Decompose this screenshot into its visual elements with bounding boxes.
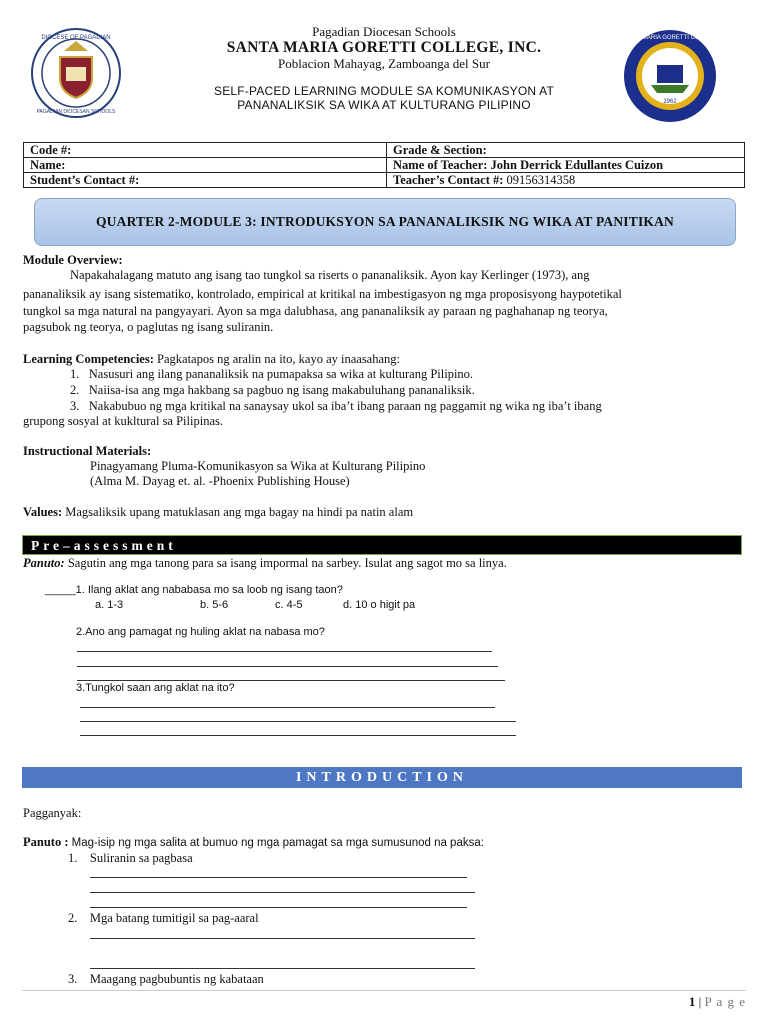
page-label: P a g e — [704, 994, 746, 1009]
pagganyak-label: Pagganyak: — [23, 806, 82, 820]
overview-line-4: pagsubok ng teorya, o paglutas ng isang suliranin. — [23, 320, 274, 334]
values-text: Magsaliksik upang matuklasan ang mga bagay na hindi pa natin alam — [65, 505, 414, 519]
choice-d[interactable]: d. 10 o higit pa — [343, 599, 416, 611]
answer-line[interactable] — [77, 666, 498, 667]
preassessment-panuto-text: Sagutin ang mga tanong para sa isang impormal na sarbey. Isulat ang sagot mo sa linya. — [67, 556, 507, 570]
overview-line-3: tungkol sa mga natural na pangyayari. Ayon sa mga dalubhasa, ang pananaliksik ay paraan ng paghahanap ng teorya, — [23, 304, 608, 318]
choice-c[interactable]: c. 4-5 — [275, 599, 303, 611]
competency-2: 2. Naiisa-isa ang mga hakbang sa pagbuo ng isang makabuluhang pananaliksik. — [70, 383, 475, 397]
topic-answer-line[interactable] — [90, 968, 475, 969]
module-title-line-2: PANANALIKSIK SA WIKA AT KULTURANG PILIPINO — [237, 98, 531, 112]
topic-1: 1. Suliranin sa pagbasa — [68, 851, 193, 865]
school-address: Poblacion Mahayag, Zamboanga del Sur — [278, 56, 490, 71]
module-banner-text: QUARTER 2-MODULE 3: INTRODUKSYON SA PANANALIKSIK NG WIKA AT PANITIKAN — [95, 214, 675, 229]
introduction-bar: INTRODUCTION — [22, 767, 742, 788]
page-number-value: 1 — [688, 994, 696, 1009]
question-1-text: 1. Ilang aklat ang nababasa mo sa loob ng isang taon? — [75, 584, 343, 596]
competency-3: 3. Nakabubuo ng mga kritikal na sanaysay ukol sa iba’t ibang paraan ng paggamit ng wika ng iba’t ibang — [70, 399, 602, 413]
module-title-line-1: SELF-PACED LEARNING MODULE SA KOMUNIKASYON AT — [214, 84, 554, 98]
overview-line-2: pananaliksik ay isang sistematiko, kontrolado, empirical at kritikal na imbestigasyon ng mga proposisyong haypotetikal — [23, 287, 622, 301]
topic-answer-line[interactable] — [90, 877, 467, 878]
answer-line[interactable] — [80, 735, 516, 736]
preassessment-bar: Pre–assessment — [22, 535, 742, 555]
svg-text:PAGADIAN DIOCESAN SCHOOLS: PAGADIAN DIOCESAN SCHOOLS — [36, 109, 116, 115]
competency-2-text: Naiisa-isa ang mga hakbang sa pagbuo ng isang makabuluhang pananaliksik. — [88, 383, 475, 397]
question-2: 2.Ano ang pamagat ng huling aklat na nabasa mo? — [76, 626, 325, 638]
svg-text:1962: 1962 — [663, 99, 677, 105]
introduction-panuto — [23, 835, 484, 851]
topic-2: 2. Mga batang tumitigil sa pag-aaral — [68, 911, 259, 925]
diocese-name: Pagadian Diocesan Schools — [312, 24, 456, 39]
values-block — [23, 505, 413, 520]
materials-line-1: Pinagyamang Pluma-Komunikasyon sa Wika at Kulturang Pilipino — [90, 459, 426, 473]
competencies-intro: Pagkatapos ng aralin na ito, kayo ay inaasahang: — [157, 352, 400, 366]
name-label: Name: — [30, 158, 66, 172]
student-contact-label: Student’s Contact #: — [30, 173, 140, 187]
competency-3-text: Nakabubuo ng mga kritikal na sanaysay ukol sa iba’t ibang paraan ng paggamit ng wika ng iba’t ibang — [88, 399, 602, 413]
teacher-contact-value: 09156314358 — [506, 173, 576, 187]
topic-answer-line[interactable] — [90, 907, 467, 908]
question-1 — [45, 583, 343, 598]
answer-line[interactable] — [80, 707, 495, 708]
footer-divider — [22, 990, 746, 991]
svg-text:SANTA MARIA GORETTI COLLEGE: SANTA MARIA GORETTI COLLEGE — [621, 35, 719, 41]
materials-heading: Instructional Materials: — [23, 444, 152, 458]
overview-heading: Module Overview: — [23, 253, 123, 267]
teacher-name-label: Name of Teacher: John Derrick Edullantes Cuizon — [393, 158, 664, 172]
grade-section-label: Grade & Section: — [393, 143, 487, 157]
introduction-panuto-text: Mag-isip ng mga salita at bumuo ng mga pamagat sa mga sumusunod na paksa: — [71, 837, 484, 849]
topic-2-text: Mga batang tumitigil sa pag-aaral — [89, 911, 259, 925]
topic-3-text: Maagang pagbubuntis ng kabataan — [89, 972, 264, 986]
competency-1-text: Nasusuri ang ilang pananaliksik na pumapaksa sa wika at kulturang Pilipino. — [88, 367, 474, 381]
topic-answer-line[interactable] — [90, 892, 475, 893]
competencies-block — [23, 352, 400, 367]
topic-3: 3. Maagang pagbubuntis ng kabataan — [68, 972, 264, 986]
student-info-table — [23, 142, 745, 188]
question-3: 3.Tungkol saan ang aklat na ito? — [76, 682, 235, 694]
competency-1: 1. Nasusuri ang ilang pananaliksik na pumapaksa sa wika at kulturang Pilipino. — [70, 367, 474, 381]
question-1-blank[interactable]: _____ — [45, 584, 76, 596]
svg-text:DIOCESE OF PAGADIAN: DIOCESE OF PAGADIAN — [41, 35, 111, 41]
preassessment-panuto — [23, 556, 507, 571]
code-label: Code #: — [30, 143, 72, 157]
answer-line[interactable] — [77, 651, 492, 652]
introduction-panuto-label: Panuto : — [23, 835, 69, 849]
module-banner — [34, 198, 736, 246]
topic-answer-line[interactable] — [90, 938, 475, 939]
school-name: SANTA MARIA GORETTI COLLEGE, INC. — [226, 39, 542, 56]
materials-line-2: (Alma M. Dayag et. al. -Phoenix Publishing House) — [90, 474, 350, 488]
preassessment-panuto-label: Panuto: — [23, 556, 65, 570]
page-number: 1 | P a g e — [688, 994, 746, 1009]
competencies-heading: Learning Competencies: — [23, 352, 154, 366]
teacher-contact-label: Teacher’s Contact #: — [393, 173, 504, 187]
overview-line-1: Napakahalagang matuto ang isang tao tungkol sa riserts o pananaliksik. Ayon kay Kerlinger (1973), ang — [70, 268, 590, 282]
topic-1-text: Suliranin sa pagbasa — [89, 851, 193, 865]
choice-b[interactable]: b. 5-6 — [200, 599, 229, 611]
answer-line[interactable] — [80, 721, 516, 722]
competency-3-cont: grupong sosyal at kukltural sa Pilipinas. — [23, 414, 223, 428]
choice-a[interactable]: a. 1-3 — [95, 599, 124, 611]
values-heading: Values: — [23, 505, 63, 519]
